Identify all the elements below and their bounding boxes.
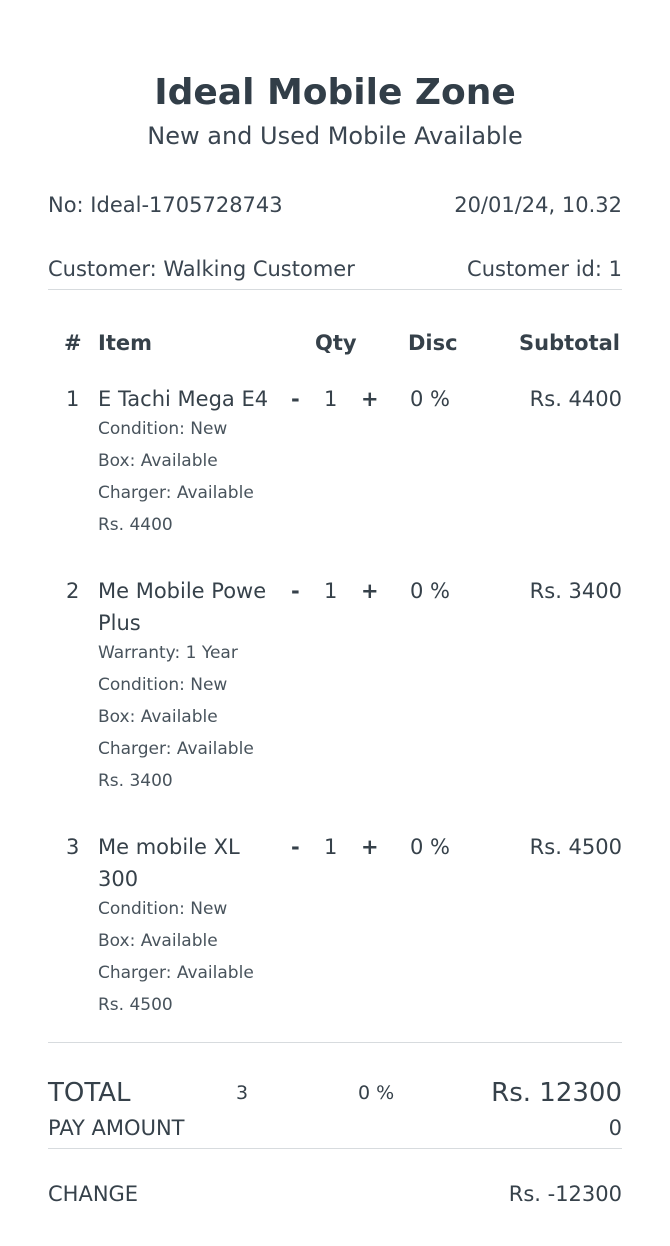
header-num: # <box>64 331 82 355</box>
item-detail: Condition: New <box>98 675 228 695</box>
item-qty: 1 <box>324 387 338 411</box>
item-subtotal: Rs. 3400 <box>529 579 622 603</box>
item-discount: 0 % <box>410 579 450 603</box>
item-detail: Rs. 3400 <box>98 771 173 791</box>
customer-name: Customer: Walking Customer <box>48 257 355 281</box>
header-qty: Qty <box>315 331 357 355</box>
qty-increase-button[interactable]: + <box>361 835 379 859</box>
item-subtotal: Rs. 4500 <box>529 835 622 859</box>
divider <box>48 1148 622 1149</box>
qty-increase-button[interactable]: + <box>361 579 379 603</box>
item-subtotal: Rs. 4400 <box>529 387 622 411</box>
item-name: E Tachi Mega E4 <box>98 387 269 411</box>
store-name: Ideal Mobile Zone <box>154 72 516 113</box>
customer-id: Customer id: 1 <box>467 257 622 281</box>
item-detail: Warranty: 1 Year <box>98 643 238 663</box>
total-amount: Rs. 12300 <box>491 1078 622 1108</box>
divider <box>48 289 622 290</box>
item-number: 3 <box>66 835 80 859</box>
item-detail: Charger: Available <box>98 483 254 503</box>
header-subtotal: Subtotal <box>519 331 620 355</box>
total-discount: 0 % <box>358 1082 395 1104</box>
invoice-number: No: Ideal-1705728743 <box>48 193 283 217</box>
header-disc: Disc <box>408 331 458 355</box>
item-detail: Condition: New <box>98 899 228 919</box>
invoice-datetime: 20/01/24, 10.32 <box>454 193 622 217</box>
item-detail: Rs. 4400 <box>98 515 173 535</box>
divider <box>48 1042 622 1043</box>
item-qty: 1 <box>324 579 338 603</box>
item-detail: Box: Available <box>98 451 218 471</box>
change-label: CHANGE <box>48 1182 139 1206</box>
qty-decrease-button[interactable]: - <box>291 835 300 859</box>
item-detail: Charger: Available <box>98 963 254 983</box>
qty-decrease-button[interactable]: - <box>291 387 300 411</box>
header-item: Item <box>98 331 152 355</box>
pay-amount-value: 0 <box>608 1116 622 1140</box>
item-number: 2 <box>66 579 80 603</box>
total-qty: 3 <box>236 1082 249 1104</box>
store-tagline: New and Used Mobile Available <box>147 122 523 150</box>
qty-increase-button[interactable]: + <box>361 387 379 411</box>
item-qty: 1 <box>324 835 338 859</box>
item-name: Me mobile XL 300 <box>98 835 240 891</box>
item-detail: Condition: New <box>98 419 228 439</box>
item-number: 1 <box>66 387 80 411</box>
item-detail: Box: Available <box>98 707 218 727</box>
item-detail: Rs. 4500 <box>98 995 173 1015</box>
item-detail: Box: Available <box>98 931 218 951</box>
change-amount: Rs. -12300 <box>508 1182 622 1206</box>
item-name: Me Mobile Powe Plus <box>98 579 267 635</box>
item-discount: 0 % <box>410 387 450 411</box>
total-label: TOTAL <box>48 1078 131 1108</box>
item-detail: Charger: Available <box>98 739 254 759</box>
item-discount: 0 % <box>410 835 450 859</box>
pay-amount-label: PAY AMOUNT <box>48 1116 185 1140</box>
qty-decrease-button[interactable]: - <box>291 579 300 603</box>
